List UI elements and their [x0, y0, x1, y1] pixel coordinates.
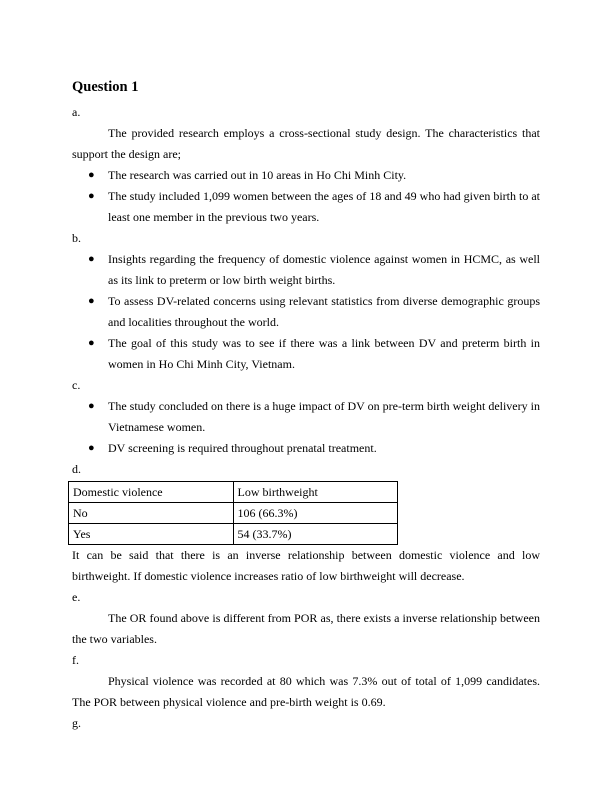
section-e-text: The OR found above is different from POR as, there exists a inverse relationship between the two variables. [72, 611, 540, 646]
list-item: ● DV screening is required throughout prenatal treatment. [72, 438, 540, 459]
list-item: ● To assess DV-related concerns using relevant statistics from diverse demographic groups and localities throughout the world. [72, 291, 540, 333]
bullet-icon: ● [88, 253, 95, 265]
table-cell: Yes [69, 524, 234, 545]
violence-birthweight-table [68, 481, 398, 545]
list-item: ● The research was carried out in 10 areas in Ho Chi Minh City. [72, 165, 540, 186]
list-item: ● Insights regarding the frequency of domestic violence against women in HCMC, as well as its link to preterm or low birth weight births. [72, 249, 540, 291]
list-item: ● The study concluded on there is a huge impact of DV on pre-term birth weight delivery in Vietnamese women. [72, 396, 540, 438]
section-a-label: a. [72, 105, 81, 119]
list-item: ● The study included 1,099 women between the ages of 18 and 49 who had given birth to at least one member in the previous two years. [72, 186, 540, 228]
list-item: ● The goal of this study was to see if there was a link between DV and preterm birth in women in Ho Chi Minh City, Vietnam. [72, 333, 540, 375]
table-row [69, 503, 398, 524]
bullet-icon: ● [88, 337, 95, 349]
table-cell: No [69, 503, 234, 524]
table-cell: 106 (66.3%) [233, 503, 398, 524]
section-f-text: Physical violence was recorded at 80 which was 7.3% out of total of 1,099 candidates. The POR between physical violence and pre-birth weight is 0.69. [72, 674, 540, 709]
table-cell: 54 (33.7%) [233, 524, 398, 545]
table-header-cell: Low birthweight [233, 482, 398, 503]
section-g-label: g. [72, 716, 81, 730]
table-header-cell: Domestic violence [69, 482, 234, 503]
section-b-label: b. [72, 231, 81, 245]
section-a-list [72, 165, 540, 228]
bullet-icon: ● [88, 190, 95, 202]
page-title: Question 1 [72, 79, 139, 95]
section-c-label: c. [72, 378, 81, 392]
bullet-icon: ● [88, 295, 95, 307]
bullet-icon: ● [88, 442, 95, 454]
section-c-list [72, 396, 540, 459]
section-d-label: d. [72, 462, 81, 476]
bullet-icon: ● [88, 400, 95, 412]
section-e-label: e. [72, 590, 81, 604]
section-f-label: f. [72, 653, 79, 667]
section-d-text: It can be said that there is an inverse relationship between domestic violence and low birthweight. If domestic violence increases ratio of low birthweight will decrease. [72, 548, 540, 583]
section-b-list [72, 249, 540, 375]
bullet-icon: ● [88, 169, 95, 181]
document-body [72, 78, 540, 734]
table-row [69, 524, 398, 545]
table-header-row [69, 482, 398, 503]
section-a-intro: The provided research employs a cross-sectional study design. The characteristics that support the design are; [72, 126, 540, 161]
